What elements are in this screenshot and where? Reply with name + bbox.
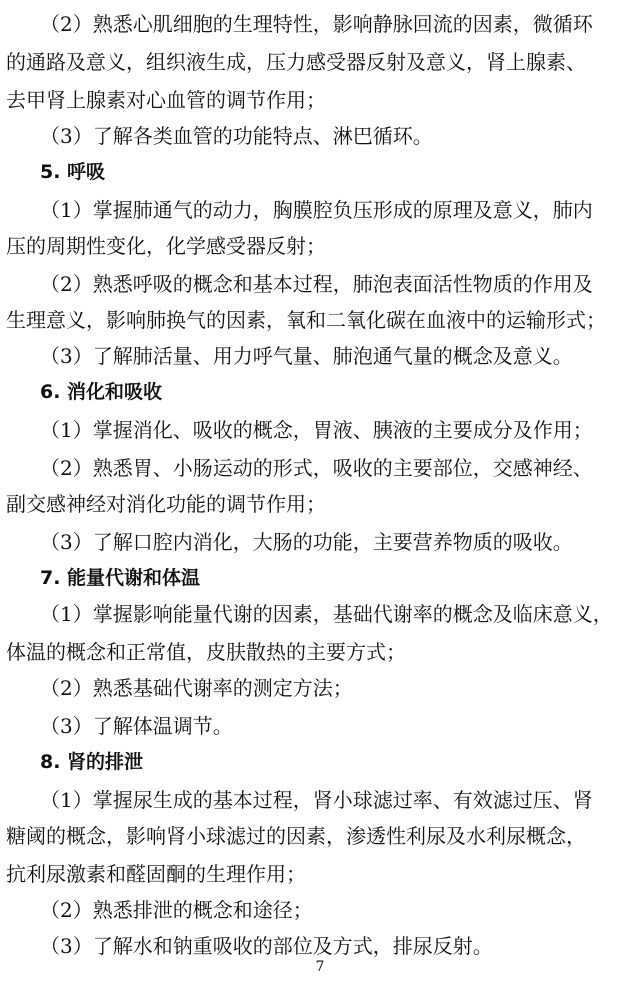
text-line: 抗利尿激素和醛固酮的生理作用；	[6, 862, 306, 886]
text-line: 副交感神经对消化功能的调节作用；	[6, 492, 326, 516]
text-line: 糖阈的概念，影响肾小球滤过的因素，渗透性利尿及水利尿概念，	[6, 824, 586, 848]
section-heading: 8. 肾的排泄	[40, 751, 144, 773]
text-line: 的通路及意义，组织液生成，压力感受器反射及意义，肾上腺素、	[6, 50, 586, 74]
text-line: （2）熟悉心肌细胞的生理特性，影响静脉回流的因素，微循环	[40, 12, 593, 36]
text-line: （2）熟悉胃、小肠运动的形式，吸收的主要部位，交感神经、	[40, 456, 593, 480]
text-line: 压的周期性变化，化学感受器反射；	[6, 234, 326, 258]
text-line: （2）熟悉呼吸的概念和基本过程，肺泡表面活性物质的作用及	[40, 272, 593, 296]
text-line: （2）熟悉排泄的概念和途径；	[40, 898, 313, 922]
section-heading: 7. 能量代谢和体温	[40, 567, 201, 589]
text-line: 生理意义，影响肺换气的因素，氧和二氧化碳在血液中的运输形式；	[6, 308, 606, 332]
text-line: （3）了解各类血管的功能特点、淋巴循环。	[40, 124, 433, 148]
section-heading: 6. 消化和吸收	[40, 381, 163, 403]
text-line: （3）了解肺活量、用力呼气量、肺泡通气量的概念及意义。	[40, 344, 573, 368]
text-line: （1）掌握肺通气的动力，胸膜腔负压形成的原理及意义，肺内	[40, 198, 593, 222]
section-heading: 5. 呼吸	[40, 161, 106, 183]
text-line: 体温的概念和正常值，皮肤散热的主要方式；	[6, 640, 406, 664]
text-line: （3）了解水和钠重吸收的部位及方式，排尿反射。	[40, 934, 493, 958]
page-number: 7	[315, 959, 325, 975]
text-line: 去甲肾上腺素对心血管的调节作用；	[6, 88, 326, 112]
text-line: （2）熟悉基础代谢率的测定方法；	[40, 676, 353, 700]
text-line: （1）掌握影响能量代谢的因素，基础代谢率的概念及临床意义，	[40, 602, 613, 626]
text-line: （1）掌握尿生成的基本过程，肾小球滤过率、有效滤过压、肾	[40, 788, 593, 812]
text-line: （1）掌握消化、吸收的概念，胃液、胰液的主要成分及作用；	[40, 418, 593, 442]
text-line: （3）了解口腔内消化，大肠的功能，主要营养物质的吸收。	[40, 530, 573, 554]
text-line: （3）了解体温调节。	[40, 714, 233, 738]
